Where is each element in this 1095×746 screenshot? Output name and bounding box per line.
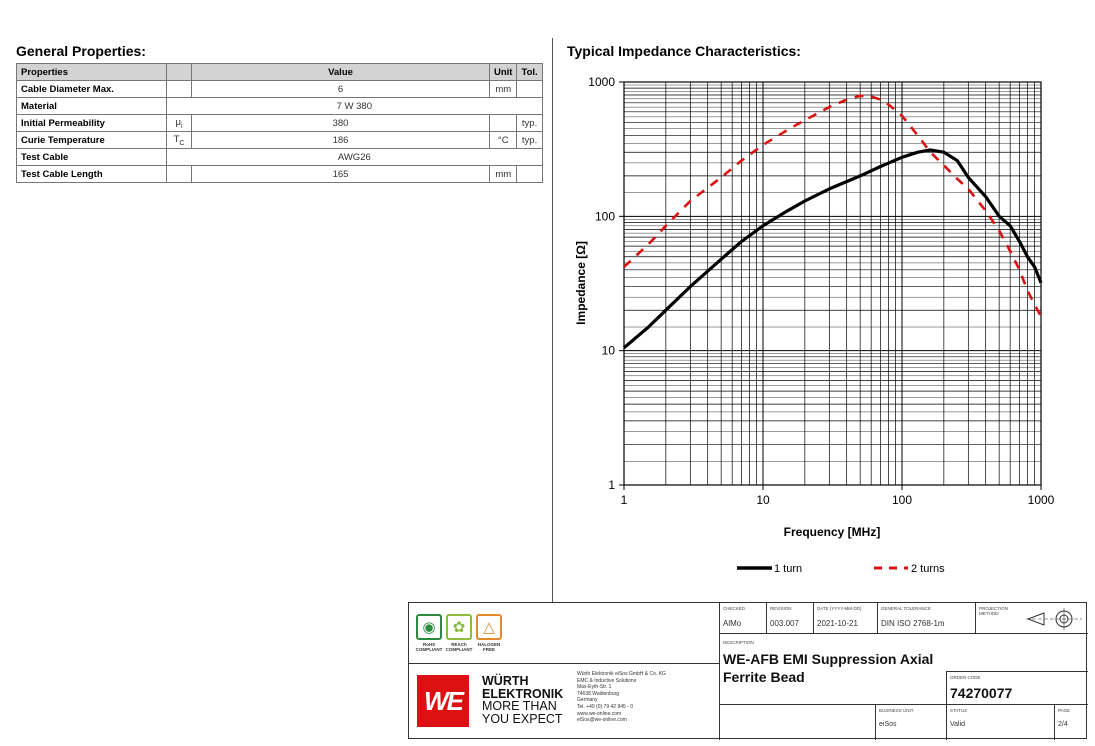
status-value: Valid xyxy=(950,721,966,728)
row-value: 165 xyxy=(192,166,490,183)
impedance-chart xyxy=(560,65,1090,585)
row-value: 6 xyxy=(192,81,490,98)
halogen-label: HALOGEN FREE xyxy=(477,642,501,652)
table-row xyxy=(17,115,543,132)
row-name: Test Cable xyxy=(17,149,167,166)
projection-method-icon xyxy=(1024,606,1084,632)
rohs-badge: ◉ xyxy=(416,614,442,640)
table-row xyxy=(17,98,543,115)
x-axis-label: Frequency [MHz] xyxy=(783,525,881,539)
impedance-title: Typical Impedance Characteristics: xyxy=(567,43,801,59)
column-divider xyxy=(552,38,553,603)
general-properties-table xyxy=(16,63,543,183)
row-name: Initial Permeability xyxy=(17,115,167,132)
address-line: Max-Eyth-Str. 1 xyxy=(577,684,612,691)
address-line: Germany xyxy=(577,697,598,704)
checked-label: CHECKED xyxy=(723,606,746,611)
series-line-1-turn xyxy=(624,150,1041,348)
brand-line-1: WÜRTH xyxy=(482,674,529,688)
row-tol xyxy=(517,81,542,98)
row-tol xyxy=(517,166,542,183)
projection-label: PROJECTION METHOD xyxy=(979,606,1009,616)
table-row xyxy=(17,132,543,149)
row-symbol: $T_C$ xyxy=(167,132,192,149)
row-unit: mm xyxy=(490,81,517,98)
row-symbol: $\mu_i$ xyxy=(167,115,192,132)
legend-label-1-turn: 1 turn xyxy=(774,563,803,575)
revision-label: REVISION xyxy=(770,606,792,611)
description-label: DESCRIPTION xyxy=(723,640,754,645)
tolerance-value: DIN ISO 2768-1m xyxy=(881,619,945,628)
order-code-label: ORDER CODE xyxy=(950,675,981,680)
tolerance-label: GENERAL TOLERANCE xyxy=(881,606,931,611)
brand-line-3: MORE THAN xyxy=(482,699,557,713)
business-unit-value: eiSos xyxy=(879,721,897,728)
table-row xyxy=(17,149,543,166)
brand-text xyxy=(482,675,563,725)
business-unit-label: BUSINESS UNIT xyxy=(879,708,914,713)
row-value: 186 xyxy=(192,132,490,149)
page-value: 2/4 xyxy=(1058,721,1068,728)
address-line: Würth Elektronik eiSos GmbH & Co. KG xyxy=(577,671,666,677)
legend-label-2-turns: 2 turns xyxy=(911,563,945,575)
row-name: Material xyxy=(17,98,167,115)
chart-ticks xyxy=(588,75,1054,507)
brand-line-2: ELEKTRONIK xyxy=(482,686,564,701)
rohs-label: RoHS COMPLIANT xyxy=(415,642,443,652)
row-value: 380 xyxy=(192,115,490,132)
row-symbol xyxy=(167,166,192,183)
company-address xyxy=(577,671,717,724)
row-value: AWG26 xyxy=(167,149,543,166)
checked-value: AlMo xyxy=(723,619,742,628)
address-line: EMC & Inductive Solutions xyxy=(577,677,637,684)
reach-label: REACh COMPLIANT xyxy=(445,642,473,652)
row-symbol xyxy=(167,81,192,98)
y-axis-label: Impedance [Ω] xyxy=(574,241,588,325)
description-line-1: WE-AFB EMI Suppression Axial xyxy=(723,651,934,667)
row-name: Curie Temperature xyxy=(17,132,167,149)
date-label: DATE (YYYY-MM-DD) xyxy=(817,606,862,611)
address-line: Tel. +49 (0) 79 42 945 - 0 xyxy=(577,703,634,710)
y-tick-label: 10 xyxy=(601,343,615,358)
row-unit: mm xyxy=(490,166,517,183)
row-unit: °C xyxy=(490,132,517,149)
halogen-badge: △ xyxy=(476,614,502,640)
table-header-row xyxy=(17,64,543,81)
y-tick-label: 100 xyxy=(594,209,615,224)
header-unit: Unit xyxy=(490,64,517,81)
we-logo: WE xyxy=(417,675,469,727)
address-line: 74638 Waldenburg xyxy=(577,690,620,697)
x-tick-label: 100 xyxy=(891,493,913,507)
plot-frame xyxy=(624,82,1041,485)
y-tick-label: 1 xyxy=(608,478,615,492)
header-tol: Tol. xyxy=(517,64,542,81)
date-value: 2021-10-21 xyxy=(817,619,858,628)
title-block xyxy=(408,602,1087,739)
status-label: STATUS xyxy=(950,708,968,713)
address-line: www.we-online.com xyxy=(577,710,622,717)
x-tick-label: 1000 xyxy=(1027,493,1055,507)
row-tol: typ. xyxy=(517,132,542,149)
table-row xyxy=(17,166,543,183)
brand-line-4: YOU EXPECT xyxy=(482,711,563,726)
row-name: Test Cable Length xyxy=(17,166,167,183)
revision-value: 003.007 xyxy=(770,619,799,628)
header-value: Value xyxy=(192,64,490,81)
row-value: 7 W 380 xyxy=(167,98,543,115)
reach-badge: ✿ xyxy=(446,614,472,640)
series-line-2-turns xyxy=(624,96,1041,317)
chart-grid xyxy=(624,82,1041,485)
description-line-2: Ferrite Bead xyxy=(723,669,805,685)
y-tick-label: 1000 xyxy=(588,75,615,89)
page-label: PAGE xyxy=(1058,708,1071,713)
header-symbol xyxy=(167,64,192,81)
address-line: eiSos@we-online.com xyxy=(577,717,627,724)
table-row xyxy=(17,81,543,98)
order-code-value: 74270077 xyxy=(950,685,1013,701)
x-tick-label: 10 xyxy=(756,493,770,507)
row-name: Cable Diameter Max. xyxy=(17,81,167,98)
header-properties: Properties xyxy=(17,64,167,81)
general-properties-title: General Properties: xyxy=(16,43,146,59)
row-unit xyxy=(490,115,517,132)
x-tick-label: 1 xyxy=(620,493,628,507)
row-tol: typ. xyxy=(517,115,542,132)
